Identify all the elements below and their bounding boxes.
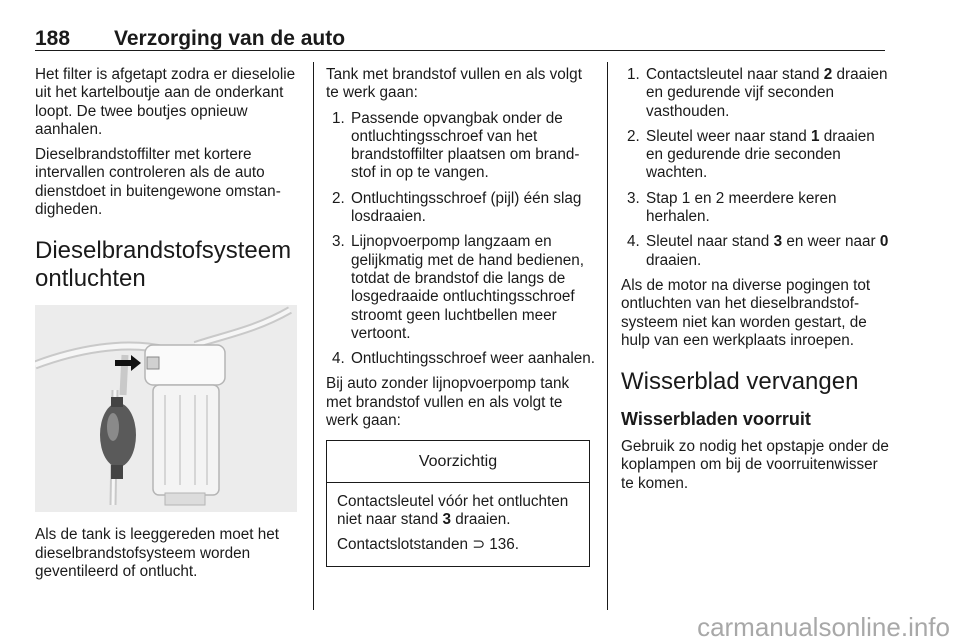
caution-reference: Contactslotstanden ⊃ 136. — [337, 536, 520, 554]
paragraph: Gebruik zo nodig het opstapje onder de koplampen om bij de voorruitenwisser te komen. — [621, 438, 889, 492]
paragraph: Tank met brandstof vullen en als volgt te werk gaan: — [326, 66, 582, 102]
list-item: 2. Ontluchtingsschroef (pijl) één slag losdraaien. — [332, 189, 582, 226]
column-2 — [326, 66, 596, 567]
list-item: 1. Passende opvangbak onder de ontluchtingsschroef van het brandstoffilter plaatsen om brandstof in op te vangen. — [332, 109, 580, 182]
paragraph: Het filter is afgetapt zodra er dieselolie uit het kartelboutje aan de onderkant loopt. De twee boutjes opnieuw aanhalen. — [35, 66, 296, 138]
section-heading: Wisserblad vervangen — [621, 368, 859, 396]
subsection-heading: Wisserbladen voorruit — [621, 409, 811, 430]
section-heading: Dieselbrandstofsysteem ontluchten — [35, 237, 292, 293]
list-item: 3. Lijnopvoerpomp langzaam en gelijkmatig met de hand bedienen, totdat de brandstof die langs de losgedraaide ontluchtingsschroef stroomt geen luchtbellen meer vertoont. — [332, 233, 585, 342]
list-item: 4. Sleutel naar stand 3 en weer naar 0 draaien. — [627, 233, 889, 269]
caution-title: Voorzichtig — [327, 441, 589, 482]
paragraph: Als de tank is leeggereden moet het dieselbrandstofsysteem worden geventileerd of ontlucht. — [35, 526, 280, 580]
list-item: 2. Sleutel weer naar stand 1 draaien en gedurende drie seconden wachten. — [627, 127, 875, 182]
list-item: 3. Stap 1 en 2 meerdere keren herhalen. — [627, 189, 837, 226]
column-1 — [35, 66, 303, 588]
column-divider — [607, 62, 608, 610]
paragraph: Dieselbrandstoffilter met kortere intervallen controleren als de auto dienstdoet in buitengewone omstandigheden. — [35, 146, 281, 219]
page-number: 188 — [35, 27, 71, 50]
fuel-filter-illustration — [35, 305, 297, 512]
numbered-list — [621, 66, 891, 270]
list-item: 4. Ontluchtingsschroef weer aanhalen. — [332, 350, 596, 368]
watermark: carmanualsonline.info — [697, 612, 950, 642]
paragraph: Bij auto zonder lijnopvoerpomp tank met brandstof vullen en als volgt te werk gaan: — [326, 375, 570, 430]
list-item: 1. Contactsleutel naar stand 2 draaien en gedurende vijf seconden vasthouden. — [627, 66, 888, 120]
caution-box — [326, 440, 590, 566]
column-divider — [313, 62, 314, 610]
numbered-list — [326, 110, 596, 369]
page-header — [35, 20, 885, 51]
column-3 — [621, 66, 891, 500]
caution-body — [327, 483, 589, 566]
caution-text: Contactsleutel vóór het ontluchten niet naar stand 3 draaien. — [337, 492, 569, 528]
page-title: Verzorging van de auto — [114, 27, 346, 50]
paragraph: Als de motor na diverse pogingen tot ontluchten van het dieselbrandstofsysteem niet kan worden gestart, de hulp van een werkplaats inroepen. — [621, 276, 871, 349]
